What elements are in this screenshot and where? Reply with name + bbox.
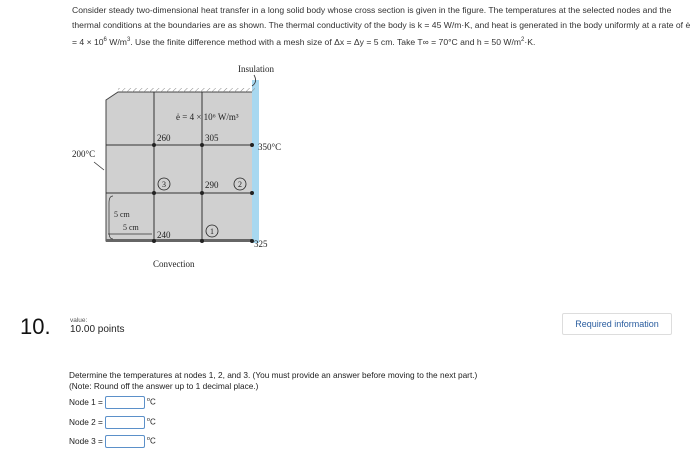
dy-label: 5 cm: [114, 210, 130, 219]
problem-exponent-2: 3: [126, 37, 131, 43]
insulation-strip: [252, 80, 259, 243]
node-3-unit: $^o$C: [146, 436, 156, 446]
node-3-label: 3: [162, 180, 166, 189]
convection-label: Convection: [153, 259, 195, 269]
node-1-row: [69, 394, 156, 410]
node-2-input[interactable]: [105, 416, 145, 429]
dx-label: 5 cm: [123, 223, 139, 232]
value-label: value:: [70, 317, 88, 324]
instruction-line-1: Determine the temperatures at nodes 1, 2, and 3. (You must provide an answer before moving to the next part.): [69, 370, 478, 380]
problem-statement: [72, 3, 692, 50]
instruction-line-2: (Note: Round off the answer up to 1 decimal place.): [69, 381, 259, 391]
problem-exponent-3: 2: [521, 37, 525, 43]
node-1-label: 1: [210, 227, 214, 236]
node-3-row: [69, 433, 156, 449]
temp-240: 240: [157, 230, 171, 240]
heat-transfer-figure: [68, 60, 368, 275]
temp-350: 350°C: [258, 142, 282, 152]
temp-305: 305: [205, 133, 219, 143]
required-information-button[interactable]: Required information: [562, 313, 672, 335]
node-2-row: [69, 414, 156, 430]
insulation-label: Insulation: [238, 64, 274, 74]
generation-label: ė = 4 × 10⁶ W/m³: [176, 112, 239, 122]
temp-260: 260: [157, 133, 171, 143]
top-hatch: [118, 88, 255, 92]
node-3-label: Node 3 =: [69, 436, 103, 446]
node-1-input[interactable]: [105, 396, 145, 409]
instructions: [69, 370, 477, 392]
bottom-edge: [106, 239, 255, 242]
problem-exponent: 6: [103, 37, 107, 43]
temp-290: 290: [205, 180, 219, 190]
temp-200-arrow: [94, 162, 104, 170]
node-3-input[interactable]: [105, 435, 145, 448]
node-1-unit: $^o$C: [146, 397, 156, 407]
node-2-unit: $^o$C: [146, 417, 156, 427]
problem-text-3: . Use the finite difference method with a mesh size of Δx = Δy = 5 cm. Take T∞ = 70°C and h = 50 W/m: [130, 36, 522, 47]
question-number: 10.: [20, 314, 51, 339]
points-value: 10.00 points: [70, 324, 125, 335]
problem-text-2: W/m: [106, 36, 127, 47]
node-1-label: Node 1 =: [69, 397, 103, 407]
temp-200: 200°C: [72, 149, 96, 159]
problem-text-1: Consider steady two-dimensional heat transfer in a long solid body whose cross section is given in the figure. The temperatures at the selected nodes and the thermal conditions at the boundaries are as shown. The thermal conductivity of the body is k = 45 W/m·K, and heat is generated in the body uniformly at a rate of ė = 4 × 10: [72, 5, 691, 47]
node-2-label: 2: [238, 180, 242, 189]
problem-text-4: ·K.: [524, 36, 536, 47]
temp-325: 325: [254, 239, 268, 249]
node-2-label: Node 2 =: [69, 417, 103, 427]
